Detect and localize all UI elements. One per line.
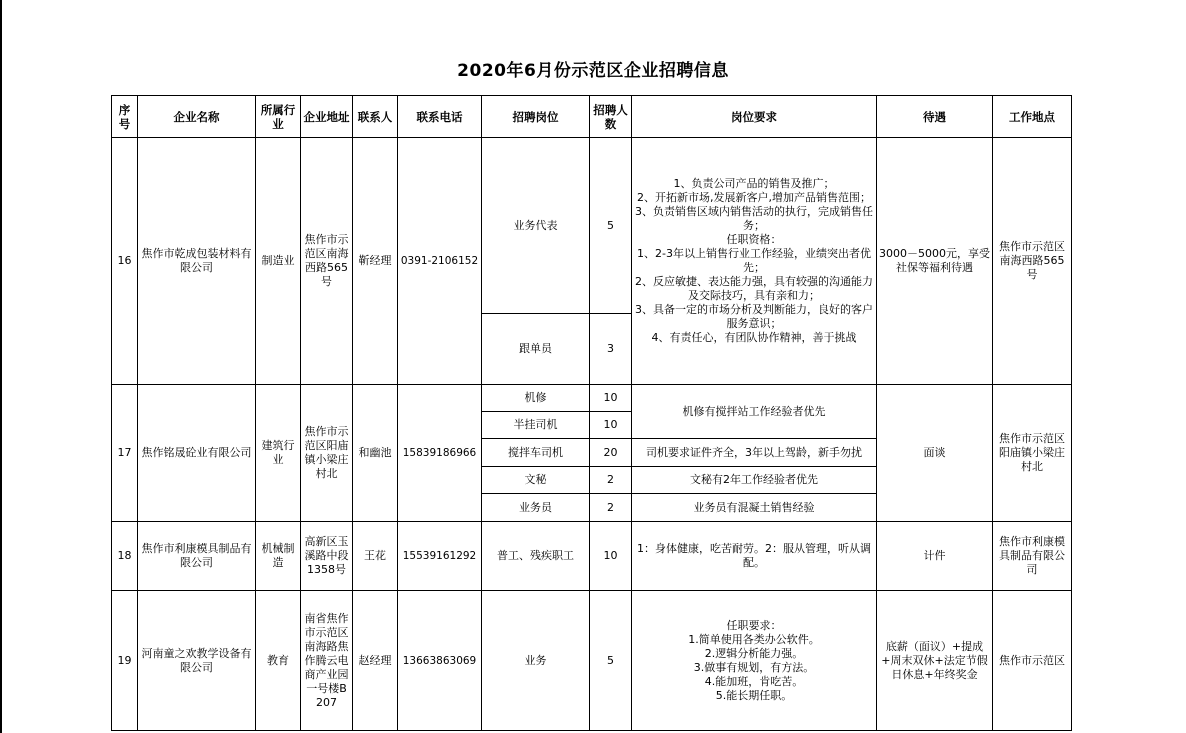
cell-location: 焦作市利康模具制品有限公司	[993, 522, 1072, 591]
requirement-line: 2.逻辑分析能力强。	[704, 646, 804, 660]
requirement-line: 任职要求：	[726, 618, 782, 632]
cell-count: 3	[590, 314, 632, 385]
cell-requirements: 1：身体健康，吃苦耐劳。2：服从管理，听从调配。	[632, 522, 877, 591]
table-row	[112, 591, 1072, 731]
cell-count: 2	[590, 494, 632, 522]
requirement-line: 2、反应敏捷、表达能力强，具有较强的沟通能力及交际技巧，具有亲和力；	[635, 275, 873, 302]
cell-position: 业务	[482, 591, 590, 731]
cell-company: 焦作市乾成包装材料有限公司	[138, 138, 256, 385]
header-row	[112, 96, 1072, 138]
cell-location: 焦作市示范区南海西路565号	[993, 138, 1072, 385]
cell-no: 19	[112, 591, 138, 731]
cell-requirements: 文秘有2年工作经验者优先	[632, 467, 877, 494]
cell-count: 2	[590, 467, 632, 494]
requirement-line: 4、有责任心，有团队协作精神，善于挑战	[651, 331, 857, 344]
cell-requirements: 机修有搅拌站工作经验者优先	[632, 385, 877, 439]
cell-requirements: 业务员有混凝土销售经验	[632, 494, 877, 522]
cell-benefits: 面谈	[877, 385, 993, 522]
cell-address: 焦作市示范区阳庙镇小梁庄村北	[301, 385, 353, 522]
cell-benefits: 底薪（面议）+提成+周末双休+法定节假日休息+年终奖金	[877, 591, 993, 731]
requirement-line: 1.简单使用各类办公软件。	[688, 632, 820, 646]
header-requirements: 岗位要求	[632, 96, 877, 138]
cell-company: 焦作铭晟砼业有限公司	[138, 385, 256, 522]
header-phone: 联系电话	[398, 96, 482, 138]
cell-company: 焦作市利康模具制品有限公司	[138, 522, 256, 591]
recruitment-table	[111, 95, 1072, 731]
cell-position: 机修	[482, 385, 590, 412]
cell-phone: 15839186966	[398, 385, 482, 522]
requirement-line: 3.做事有规划，有方法。	[693, 660, 815, 674]
table-row	[112, 522, 1072, 591]
header-benefits: 待遇	[877, 96, 993, 138]
table-row	[112, 138, 1072, 314]
cell-count: 10	[590, 412, 632, 439]
cell-benefits: 计件	[877, 522, 993, 591]
requirement-line: 1、2-3年以上销售行业工作经验，业绩突出者优先；	[637, 247, 871, 274]
requirement-line: 3、具备一定的市场分析及判断能力，良好的客户服务意识；	[635, 303, 873, 330]
cell-industry: 机械制造	[256, 522, 301, 591]
cell-position: 跟单员	[482, 314, 590, 385]
cell-industry: 教育	[256, 591, 301, 731]
header-industry: 所属行业	[256, 96, 301, 138]
sheet-left-edge	[0, 0, 2, 733]
cell-benefits: 3000－5000元，享受社保等福利待遇	[877, 138, 993, 385]
cell-requirements: 司机要求证件齐全，3年以上驾龄，新手勿扰	[632, 439, 877, 467]
cell-requirements	[632, 591, 877, 731]
requirement-line: 4.能加班，肯吃苦。	[704, 674, 804, 688]
requirement-line: 1、负责公司产品的销售及推广；	[673, 177, 835, 190]
cell-count: 10	[590, 522, 632, 591]
header-count: 招聘人数	[590, 96, 632, 138]
cell-no: 18	[112, 522, 138, 591]
cell-position: 半挂司机	[482, 412, 590, 439]
cell-position: 文秘	[482, 467, 590, 494]
cell-no: 17	[112, 385, 138, 522]
cell-count: 10	[590, 385, 632, 412]
header-address: 企业地址	[301, 96, 353, 138]
cell-contact: 靳经理	[353, 138, 398, 385]
cell-position: 搅拌车司机	[482, 439, 590, 467]
header-contact: 联系人	[353, 96, 398, 138]
requirement-line: 5.能长期任职。	[715, 688, 793, 702]
cell-phone: 0391-2106152	[398, 138, 482, 385]
table-row	[112, 385, 1072, 412]
cell-position: 业务代表	[482, 138, 590, 314]
cell-position: 业务员	[482, 494, 590, 522]
requirement-line: 2、开拓新市场,发展新客户,增加产品销售范围；	[637, 191, 871, 204]
cell-count: 5	[590, 138, 632, 314]
cell-industry: 制造业	[256, 138, 301, 385]
cell-contact: 王花	[353, 522, 398, 591]
cell-phone: 13663863069	[398, 591, 482, 731]
header-no: 序号	[112, 96, 138, 138]
cell-requirements	[632, 138, 877, 385]
cell-location: 焦作市示范区阳庙镇小梁庄村北	[993, 385, 1072, 522]
cell-count: 20	[590, 439, 632, 467]
requirement-line: 3、负责销售区域内销售活动的执行，完成销售任务；	[635, 205, 873, 232]
page-title: 2020年6月份示范区企业招聘信息	[457, 61, 729, 81]
header-position: 招聘岗位	[482, 96, 590, 138]
header-location: 工作地点	[993, 96, 1072, 138]
cell-company: 河南童之欢教学设备有限公司	[138, 591, 256, 731]
cell-location: 焦作市示范区	[993, 591, 1072, 731]
cell-contact: 和幽池	[353, 385, 398, 522]
cell-address: 高新区玉溪路中段1358号	[301, 522, 353, 591]
cell-position: 普工、残疾职工	[482, 522, 590, 591]
cell-no: 16	[112, 138, 138, 385]
header-company: 企业名称	[138, 96, 256, 138]
cell-count: 5	[590, 591, 632, 731]
cell-address: 焦作市示范区南海西路565号	[301, 138, 353, 385]
cell-contact: 赵经理	[353, 591, 398, 731]
cell-phone: 15539161292	[398, 522, 482, 591]
cell-industry: 建筑行业	[256, 385, 301, 522]
cell-address: 南省焦作市示范区南海路焦作腾云电商产业园一号楼B207	[301, 591, 353, 731]
requirement-line: 任职资格：	[726, 233, 782, 246]
